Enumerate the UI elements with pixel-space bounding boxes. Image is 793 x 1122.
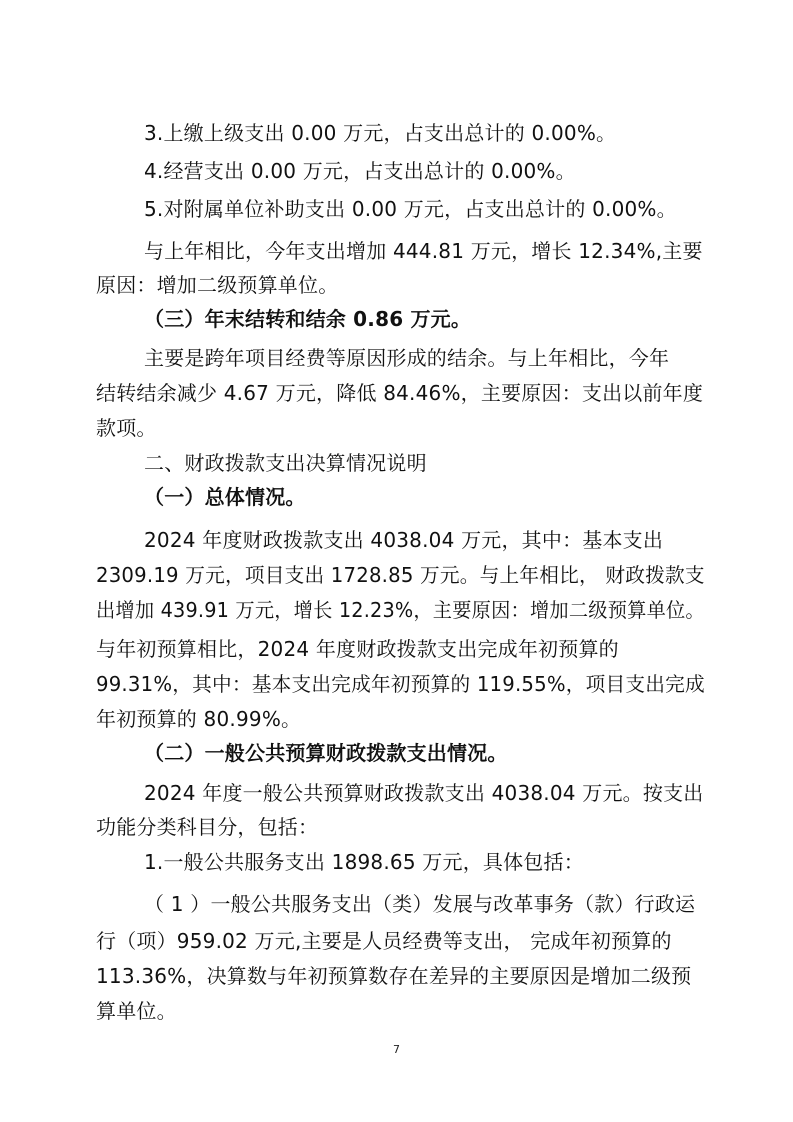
para-line: 2309.19 万元，项目支出 1728.85 万元。与上年相比， 财政拨款支 xyxy=(96,563,705,587)
section-heading: （三）年末结转和结余 0.86 万元。 xyxy=(144,307,472,331)
section-heading: （二）一般公共预算财政拨款支出情况。 xyxy=(144,741,508,765)
para-line: 款项。 xyxy=(96,416,157,440)
para-line: 4.经营支出 0.00 万元，占支出总计的 0.00%。 xyxy=(144,159,576,183)
para-line: 与年初预算相比，2024 年度财政拨款支出完成年初预算的 xyxy=(96,637,619,661)
section-heading: 二、财政拨款支出决算情况说明 xyxy=(144,451,427,475)
para-line: 主要是跨年项目经费等原因形成的结余。与上年相比，今年 xyxy=(144,346,670,370)
para-line: 功能分类科目分，包括： xyxy=(96,815,319,839)
para-line: 2024 年度财政拨款支出 4038.04 万元，其中：基本支出 xyxy=(144,528,664,552)
section-heading: （一）总体情况。 xyxy=(144,485,306,509)
para-line: 结转结余减少 4.67 万元，降低 84.46%，主要原因：支出以前年度 xyxy=(96,381,704,405)
para-line: 3.上缴上级支出 0.00 万元，占支出总计的 0.00%。 xyxy=(144,121,617,145)
para-line: 原因：增加二级预算单位。 xyxy=(96,273,339,297)
para-line: 出增加 439.91 万元，增长 12.23%，主要原因：增加二级预算单位。 xyxy=(96,598,705,622)
para-line: 2024 年度一般公共预算财政拨款支出 4038.04 万元。按支出 xyxy=(144,781,704,805)
para-line: 1.一般公共服务支出 1898.65 万元，具体包括： xyxy=(144,850,584,874)
para-line: 99.31%，其中：基本支出完成年初预算的 119.55%，项目支出完成 xyxy=(96,672,705,696)
para-line: （ 1 ）一般公共服务支出（类）发展与改革事务（款）行政运 xyxy=(144,892,696,916)
para-line: 行（项）959.02 万元,主要是人员经费等支出， 完成年初预算的 xyxy=(96,929,672,953)
para-line: 5.对附属单位补助支出 0.00 万元，占支出总计的 0.00%。 xyxy=(144,197,677,221)
para-line: 年初预算的 80.99%。 xyxy=(96,707,302,731)
para-line: 与上年相比，今年支出增加 444.81 万元，增长 12.34%,主要 xyxy=(144,239,703,263)
para-line: 113.36%，决算数与年初预算数存在差异的主要原因是增加二级预 xyxy=(96,964,692,988)
para-line: 算单位。 xyxy=(96,999,177,1023)
page-number: 7 xyxy=(393,1043,400,1056)
